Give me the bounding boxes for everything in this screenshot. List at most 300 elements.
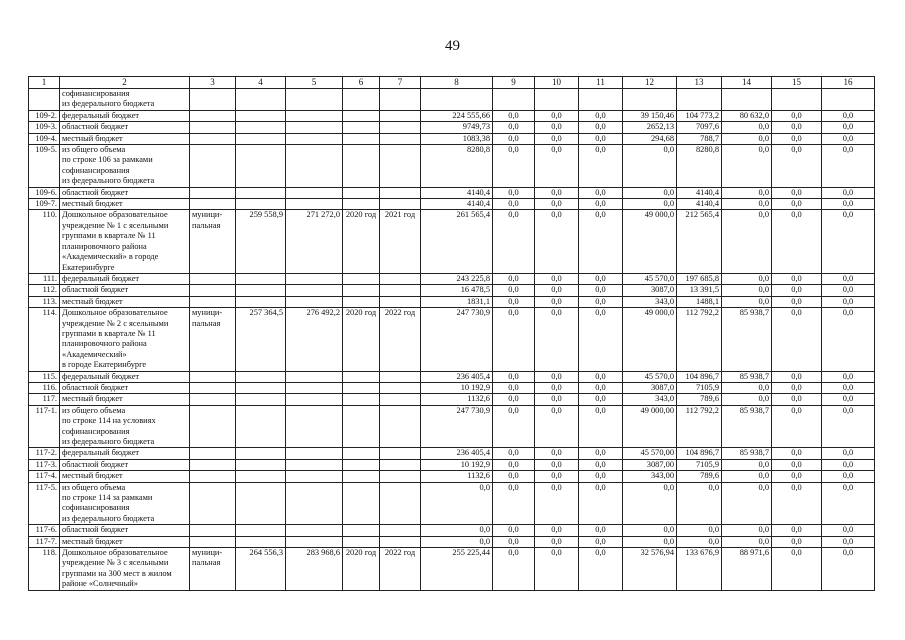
table-cell: 8280,8 [677, 145, 722, 188]
table-cell: 0,0 [579, 459, 623, 470]
table-cell: 117-6. [29, 525, 60, 536]
table-cell: федеральный бюджет [60, 448, 190, 459]
table-row [29, 394, 875, 405]
table-cell: 0,0 [772, 210, 822, 273]
table-cell: 9749,73 [421, 122, 493, 133]
table-cell: 16 478,5 [421, 285, 493, 296]
table-cell: 2022 год [380, 548, 421, 591]
table-cell: из общего объема по строке 114 за рамками софинансирования из федерального бюджета [60, 482, 190, 525]
table-cell: областной бюджет [60, 187, 190, 198]
table-cell [190, 187, 236, 198]
table-cell [380, 536, 421, 547]
table-cell: 264 556,3 [236, 548, 286, 591]
table-cell: муници- пальная [190, 210, 236, 273]
table-cell: 0,0 [822, 145, 875, 188]
table-cell: 117-1. [29, 405, 60, 448]
table-cell [421, 89, 493, 111]
table-cell [190, 371, 236, 382]
table-cell: 1831,1 [421, 296, 493, 307]
table-cell: 117-3. [29, 459, 60, 470]
table-cell: 109-7. [29, 199, 60, 210]
table-cell: 0,0 [772, 525, 822, 536]
table-cell: 0,0 [493, 210, 535, 273]
table-cell: 45 570,0 [623, 371, 677, 382]
table-row [29, 482, 875, 525]
table-cell: 0,0 [579, 308, 623, 371]
table-cell [236, 525, 286, 536]
table-cell: 3087,0 [623, 382, 677, 393]
column-number: 7 [380, 77, 421, 89]
table-cell: 0,0 [722, 394, 772, 405]
table-cell: 0,0 [677, 482, 722, 525]
table-cell: 0,0 [722, 210, 772, 273]
table-cell: 789,6 [677, 394, 722, 405]
table-cell [343, 285, 380, 296]
table-cell [236, 394, 286, 405]
table-cell: 0,0 [535, 459, 579, 470]
budget-table [28, 76, 875, 591]
table-row [29, 548, 875, 591]
table-cell: 0,0 [722, 145, 772, 188]
table-cell [236, 199, 286, 210]
table-cell: 294,68 [623, 133, 677, 144]
table-cell [236, 296, 286, 307]
table-cell [380, 482, 421, 525]
table-cell [343, 536, 380, 547]
table-cell: 0,0 [822, 371, 875, 382]
table-cell: 0,0 [822, 471, 875, 482]
table-cell: 0,0 [579, 285, 623, 296]
table-cell: 0,0 [579, 273, 623, 284]
table-cell: 0,0 [677, 525, 722, 536]
table-row [29, 296, 875, 307]
table-cell: 3087,0 [623, 285, 677, 296]
table-cell: 109-6. [29, 187, 60, 198]
table-cell: 32 576,94 [623, 548, 677, 591]
table-row [29, 145, 875, 188]
table-cell: 2020 год [343, 308, 380, 371]
table-cell: федеральный бюджет [60, 371, 190, 382]
table-cell [380, 405, 421, 448]
table-row [29, 89, 875, 111]
table-cell: местный бюджет [60, 296, 190, 307]
table-cell [343, 89, 380, 111]
table-row [29, 459, 875, 470]
table-cell [822, 89, 875, 111]
table-cell: 0,0 [579, 382, 623, 393]
table-cell: местный бюджет [60, 471, 190, 482]
table-cell [236, 273, 286, 284]
table-cell: 85 938,7 [722, 405, 772, 448]
table-cell: 0,0 [822, 187, 875, 198]
table-cell: 0,0 [493, 296, 535, 307]
table-cell: 0,0 [535, 371, 579, 382]
table-cell: муници- пальная [190, 548, 236, 591]
table-row [29, 187, 875, 198]
table-cell: 109-2. [29, 110, 60, 121]
table-cell: 4140,4 [421, 187, 493, 198]
table-cell: 0,0 [535, 145, 579, 188]
table-cell: 0,0 [822, 382, 875, 393]
table-cell [343, 405, 380, 448]
table-cell [343, 133, 380, 144]
table-cell: 247 730,9 [421, 405, 493, 448]
table-cell: 4140,4 [677, 199, 722, 210]
table-cell: федеральный бюджет [60, 110, 190, 121]
table-cell: 0,0 [772, 394, 822, 405]
table-cell: 0,0 [493, 285, 535, 296]
table-cell [190, 285, 236, 296]
table-cell: 0,0 [772, 371, 822, 382]
table-cell [380, 199, 421, 210]
table-cell [343, 371, 380, 382]
table-row [29, 536, 875, 547]
table-cell: 7097,6 [677, 122, 722, 133]
table-cell: 259 558,9 [236, 210, 286, 273]
table-cell [190, 296, 236, 307]
table-cell [380, 122, 421, 133]
table-cell: 0,0 [722, 525, 772, 536]
table-cell: 0,0 [493, 525, 535, 536]
table-cell: 39 150,46 [623, 110, 677, 121]
column-number: 10 [535, 77, 579, 89]
table-cell: 0,0 [822, 122, 875, 133]
table-cell: 0,0 [579, 110, 623, 121]
table-cell [286, 525, 343, 536]
table-cell: 49 000,00 [623, 405, 677, 448]
table-cell [236, 122, 286, 133]
table-cell [380, 133, 421, 144]
table-cell [236, 482, 286, 525]
table-cell: 0,0 [772, 273, 822, 284]
table-cell: местный бюджет [60, 133, 190, 144]
table-cell: 112 792,2 [677, 405, 722, 448]
table-row [29, 122, 875, 133]
table-cell: 0,0 [722, 482, 772, 525]
table-cell: областной бюджет [60, 525, 190, 536]
table-row [29, 448, 875, 459]
table-cell [236, 285, 286, 296]
table-cell: 0,0 [772, 471, 822, 482]
table-cell [343, 145, 380, 188]
table-row [29, 308, 875, 371]
table-cell [579, 89, 623, 111]
table-cell: 0,0 [579, 448, 623, 459]
table-cell [286, 187, 343, 198]
table-cell: 0,0 [623, 199, 677, 210]
table-row [29, 471, 875, 482]
table-cell: 0,0 [722, 133, 772, 144]
column-number: 15 [772, 77, 822, 89]
table-cell: 0,0 [623, 145, 677, 188]
table-cell: 0,0 [722, 285, 772, 296]
table-cell: 0,0 [722, 187, 772, 198]
table-row [29, 110, 875, 121]
table-cell: софинансирования из федерального бюджета [60, 89, 190, 111]
table-cell [343, 273, 380, 284]
table-cell: 0,0 [722, 199, 772, 210]
table-cell: 104 773,2 [677, 110, 722, 121]
table-cell: 0,0 [623, 536, 677, 547]
table-cell [236, 371, 286, 382]
table-cell: 0,0 [535, 308, 579, 371]
table-cell: 0,0 [535, 296, 579, 307]
column-number: 3 [190, 77, 236, 89]
table-row [29, 210, 875, 273]
table-cell: 0,0 [493, 133, 535, 144]
table-cell: 109-4. [29, 133, 60, 144]
column-number: 2 [60, 77, 190, 89]
table-cell: 0,0 [535, 285, 579, 296]
table-cell [286, 459, 343, 470]
table-cell: 0,0 [493, 199, 535, 210]
table-cell [286, 122, 343, 133]
table-cell: 45 570,0 [623, 273, 677, 284]
table-cell: 0,0 [772, 548, 822, 591]
table-row [29, 133, 875, 144]
table-cell [190, 199, 236, 210]
table-cell [236, 133, 286, 144]
table-cell: 0,0 [535, 536, 579, 547]
table-cell: 343,0 [623, 394, 677, 405]
table-cell: 109-5. [29, 145, 60, 188]
table-cell [343, 382, 380, 393]
table-cell [286, 145, 343, 188]
table-cell [286, 382, 343, 393]
table-cell: 0,0 [535, 394, 579, 405]
table-cell [677, 89, 722, 111]
table-cell: 0,0 [822, 308, 875, 371]
table-cell: 0,0 [772, 285, 822, 296]
table-cell [343, 296, 380, 307]
table-cell: Дошкольное образовательное учреждение № 1 с ясельными группами в квартале № 11 планировочного района «Академический» в городе Екатеринбурге [60, 210, 190, 273]
table-cell [772, 89, 822, 111]
table-cell: 0,0 [772, 199, 822, 210]
table-cell: 2021 год [380, 210, 421, 273]
table-cell: областной бюджет [60, 382, 190, 393]
table-cell [286, 448, 343, 459]
table-cell [380, 273, 421, 284]
table-cell: 117. [29, 394, 60, 405]
table-cell: 1132,6 [421, 471, 493, 482]
table-cell: 3087,00 [623, 459, 677, 470]
table-cell: местный бюджет [60, 199, 190, 210]
table-cell: 0,0 [772, 133, 822, 144]
table-cell: 0,0 [493, 548, 535, 591]
table-cell: 0,0 [579, 199, 623, 210]
table-cell: 0,0 [535, 122, 579, 133]
table-cell [286, 405, 343, 448]
column-number: 5 [286, 77, 343, 89]
table-cell: 343,00 [623, 471, 677, 482]
table-cell: 49 000,0 [623, 210, 677, 273]
table-cell: 0,0 [535, 405, 579, 448]
column-number: 14 [722, 77, 772, 89]
table-cell [343, 394, 380, 405]
table-cell: 0,0 [493, 394, 535, 405]
table-cell [286, 89, 343, 111]
table-cell: 104 896,7 [677, 448, 722, 459]
table-cell: из общего объема по строке 114 на условиях софинансирования из федерального бюджета [60, 405, 190, 448]
table-cell: 0,0 [535, 448, 579, 459]
table-cell: 788,7 [677, 133, 722, 144]
table-cell: 0,0 [822, 110, 875, 121]
table-cell: 0,0 [535, 199, 579, 210]
table-cell: 85 938,7 [722, 371, 772, 382]
table-cell: 10 192,9 [421, 459, 493, 470]
table-cell [380, 382, 421, 393]
table-cell [380, 187, 421, 198]
table-cell: 0,0 [579, 210, 623, 273]
table-cell [190, 482, 236, 525]
table-cell: 0,0 [772, 459, 822, 470]
table-cell [286, 471, 343, 482]
table-cell: 4140,4 [677, 187, 722, 198]
table-cell [190, 110, 236, 121]
table-cell: 117-5. [29, 482, 60, 525]
table-cell [190, 133, 236, 144]
table-cell [236, 536, 286, 547]
table-cell [286, 371, 343, 382]
column-number: 11 [579, 77, 623, 89]
table-cell [190, 122, 236, 133]
table-cell [286, 296, 343, 307]
table-cell: 0,0 [822, 273, 875, 284]
table-cell: 2020 год [343, 548, 380, 591]
table-cell: 261 565,4 [421, 210, 493, 273]
table-cell: 0,0 [722, 536, 772, 547]
column-number: 4 [236, 77, 286, 89]
table-cell: 0,0 [493, 536, 535, 547]
table-cell [380, 110, 421, 121]
table-cell: 0,0 [579, 536, 623, 547]
table-cell: Дошкольное образовательное учреждение № 3 с ясельными группами на 300 мест в жилом районе «Солнечный» [60, 548, 190, 591]
table-cell: 2020 год [343, 210, 380, 273]
table-cell [190, 536, 236, 547]
table-cell: 0,0 [772, 448, 822, 459]
table-cell [236, 405, 286, 448]
table-cell: 0,0 [677, 536, 722, 547]
table-cell [286, 110, 343, 121]
table-cell: 0,0 [493, 371, 535, 382]
table-cell [722, 89, 772, 111]
table-cell: 49 000,0 [623, 308, 677, 371]
table-cell: 2022 год [380, 308, 421, 371]
table-cell [343, 199, 380, 210]
table-cell [190, 405, 236, 448]
table-cell: 0,0 [493, 273, 535, 284]
table-row [29, 405, 875, 448]
table-cell: 0,0 [493, 459, 535, 470]
table-cell [29, 89, 60, 111]
table-cell: 0,0 [772, 145, 822, 188]
table-cell: 2652,13 [623, 122, 677, 133]
table-cell: 0,0 [772, 110, 822, 121]
table-cell [190, 525, 236, 536]
table-cell: 104 896,7 [677, 371, 722, 382]
column-number: 13 [677, 77, 722, 89]
table-cell: федеральный бюджет [60, 273, 190, 284]
table-cell: 0,0 [722, 382, 772, 393]
column-number: 6 [343, 77, 380, 89]
table-cell: 0,0 [772, 296, 822, 307]
table-cell [380, 525, 421, 536]
table-cell: 0,0 [772, 482, 822, 525]
table-cell: 45 570,00 [623, 448, 677, 459]
table-row [29, 285, 875, 296]
table-cell: 88 971,6 [722, 548, 772, 591]
table-cell: 0,0 [722, 273, 772, 284]
table-cell: 0,0 [623, 525, 677, 536]
table-cell: 0,0 [772, 536, 822, 547]
table-cell [493, 89, 535, 111]
table-cell [286, 273, 343, 284]
table-row [29, 273, 875, 284]
page-number: 49 [445, 38, 460, 54]
table-cell: 0,0 [772, 122, 822, 133]
table-cell [236, 145, 286, 188]
table-cell [190, 145, 236, 188]
table-cell: областной бюджет [60, 122, 190, 133]
table-cell [236, 110, 286, 121]
table-cell: 116. [29, 382, 60, 393]
table-cell: 109-3. [29, 122, 60, 133]
table-cell: 0,0 [579, 482, 623, 525]
table-cell: областной бюджет [60, 285, 190, 296]
table-cell: 0,0 [535, 273, 579, 284]
table-cell: 0,0 [493, 145, 535, 188]
table-cell: 0,0 [623, 482, 677, 525]
table-cell [343, 122, 380, 133]
table-cell: 0,0 [623, 187, 677, 198]
table-cell: 8280,8 [421, 145, 493, 188]
table-cell [343, 459, 380, 470]
table-cell: областной бюджет [60, 459, 190, 470]
table-cell: 0,0 [493, 405, 535, 448]
table-cell [343, 471, 380, 482]
table-cell: 257 364,5 [236, 308, 286, 371]
table-cell: 1083,38 [421, 133, 493, 144]
table-cell: 0,0 [822, 548, 875, 591]
table-cell: 0,0 [493, 110, 535, 121]
table-cell [190, 394, 236, 405]
table-cell: 0,0 [579, 122, 623, 133]
table-cell: 0,0 [493, 471, 535, 482]
table-cell: 112. [29, 285, 60, 296]
table-cell: 0,0 [493, 308, 535, 371]
table-cell: 0,0 [579, 371, 623, 382]
table-cell: 4140,4 [421, 199, 493, 210]
table-cell [380, 394, 421, 405]
table-cell [380, 145, 421, 188]
table-cell: 0,0 [535, 110, 579, 121]
table-cell [236, 459, 286, 470]
table-cell: 0,0 [722, 459, 772, 470]
table-cell [343, 448, 380, 459]
table-cell: 0,0 [579, 133, 623, 144]
table-cell: 0,0 [822, 405, 875, 448]
table-row [29, 371, 875, 382]
table-cell: 0,0 [822, 482, 875, 525]
table-cell: 0,0 [579, 548, 623, 591]
table-cell: 10 192,9 [421, 382, 493, 393]
table-cell: 0,0 [822, 459, 875, 470]
table-cell [623, 89, 677, 111]
table-cell: 110. [29, 210, 60, 273]
table-cell: 7105,9 [677, 459, 722, 470]
table-cell [286, 199, 343, 210]
table-cell: местный бюджет [60, 394, 190, 405]
